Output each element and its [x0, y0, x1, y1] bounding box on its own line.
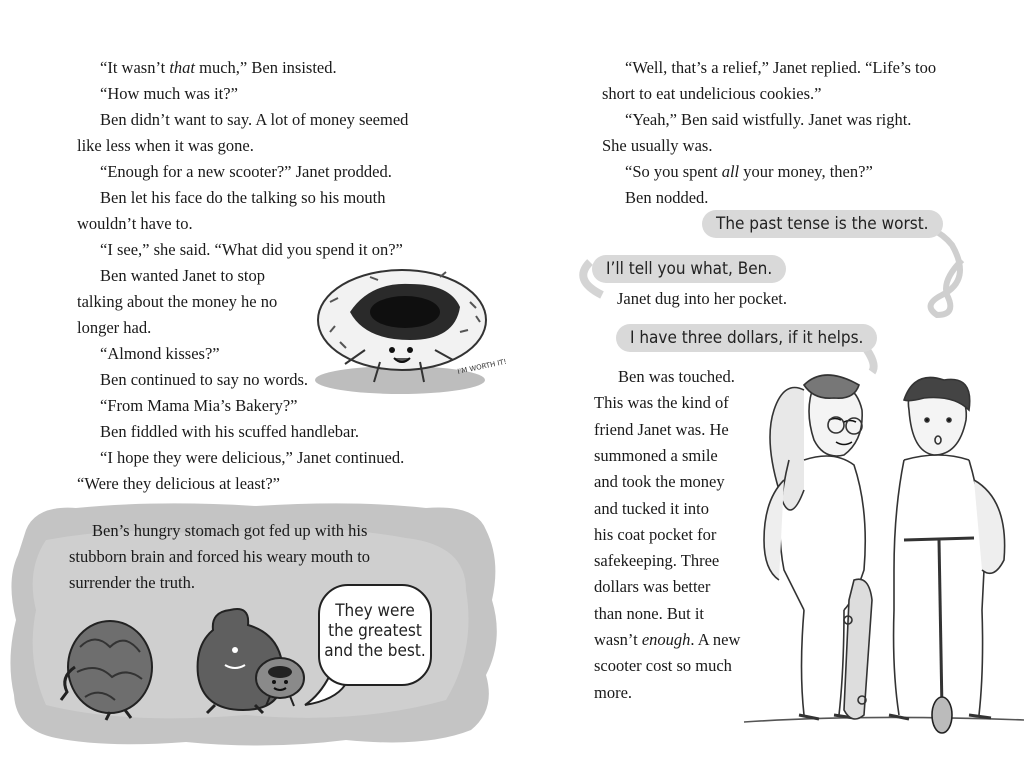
text-line: [625, 107, 911, 133]
text-line: [602, 133, 712, 159]
text-segment: wouldn’t have to.: [77, 214, 193, 233]
text-line: [100, 263, 265, 289]
text-segment: Ben fiddled with his scuffed handlebar.: [100, 422, 360, 441]
text-line-pocket: Janet dug into her pocket.: [617, 289, 787, 308]
text-line: [100, 367, 308, 393]
bubble-tell-you-what: I’ll tell you what, Ben.: [592, 255, 786, 283]
janet-and-ben-illustration: [744, 370, 1024, 760]
text-segment: Ben wanted Janet to stop: [100, 266, 265, 285]
emphasis-text: that: [169, 58, 196, 77]
text-line: [77, 289, 277, 315]
text-line: [77, 133, 254, 159]
cloud-box-line: Ben’s hungry stomach got fed up with his: [92, 521, 368, 540]
text-segment: Ben nodded.: [625, 188, 709, 207]
text-line: [594, 443, 718, 469]
emphasis-text: all: [721, 162, 740, 181]
text-segment: and tucked it into: [594, 498, 710, 518]
cloud-box-line: surrender the truth.: [69, 573, 195, 592]
text-line: [594, 469, 725, 495]
text-line: [594, 574, 710, 600]
text-line: [100, 185, 386, 211]
speech-bubble-line: They were: [335, 601, 415, 621]
text-segment: Ben let his face do the talking so his mouth: [100, 188, 386, 207]
text-line: [77, 211, 193, 237]
text-segment: Ben didn’t want to say. A lot of money seemed: [100, 110, 409, 129]
text-line: [100, 81, 238, 107]
text-segment: like less when it was gone.: [77, 136, 254, 155]
text-line: [602, 81, 822, 107]
text-line: [100, 237, 403, 263]
text-segment: than none. But it: [594, 603, 704, 623]
text-segment: “I see,” she said. “What did you spend it on?”: [100, 240, 403, 259]
bubble-three-dollars: I have three dollars, if it helps.: [616, 324, 877, 352]
text-segment: “Were they delicious at least?”: [77, 474, 280, 493]
text-segment: much,” Ben insisted.: [195, 58, 337, 77]
text-line: [100, 445, 404, 471]
text-line: [625, 55, 936, 81]
text-segment: wasn’t: [594, 630, 642, 649]
text-line: [594, 522, 716, 548]
text-line: [100, 341, 220, 367]
text-line: [594, 680, 632, 706]
text-segment: “I hope they were delicious,” Janet continued.: [100, 448, 405, 467]
speech-bubble: [318, 584, 432, 686]
text-line: [594, 390, 729, 416]
text-segment: and took the money: [594, 472, 725, 492]
brain-figure: [55, 612, 155, 722]
text-line: [625, 159, 873, 185]
emphasis-text: enough: [641, 630, 691, 649]
text-segment: “It wasn’t: [100, 58, 170, 77]
text-segment: This was the kind of: [594, 393, 729, 413]
right-page: [512, 0, 1024, 768]
cloud-box-line: stubborn brain and forced his weary mouth to: [69, 547, 371, 566]
speech-bubble-line: the greatest: [328, 621, 422, 641]
speech-bubble-line: and the best.: [324, 641, 426, 661]
text-segment: She usually was.: [602, 136, 713, 155]
text-line: [594, 496, 709, 522]
text-segment: Ben was touched.: [618, 367, 735, 386]
cookie-illustration: [310, 262, 510, 412]
text-segment: your money, then?”: [739, 162, 873, 181]
text-segment: his coat pocket for: [594, 524, 717, 544]
text-segment: “From Mama Mia’s Bakery?”: [100, 396, 298, 415]
text-segment: summoned a smile: [594, 445, 718, 465]
bubble-past-tense: The past tense is the worst.: [702, 210, 943, 238]
text-segment: longer had.: [77, 318, 152, 337]
text-line: [618, 364, 735, 390]
cookie-caption: I'M WORTH IT!: [456, 357, 508, 376]
text-line: [100, 419, 359, 445]
text-line: [77, 471, 280, 497]
text-line: [100, 393, 297, 419]
text-segment: more.: [594, 682, 633, 702]
text-segment: short to eat undelicious cookies.”: [602, 84, 822, 103]
text-line: [100, 55, 337, 81]
text-line: [594, 627, 740, 653]
text-segment: “Yeah,” Ben said wistfully. Janet was right.: [625, 110, 912, 129]
text-segment: . A new: [690, 630, 741, 649]
text-segment: dollars was better: [594, 577, 711, 597]
text-segment: safekeeping. Three: [594, 551, 720, 571]
text-line: [594, 417, 729, 443]
text-segment: “How much was it?”: [100, 84, 238, 103]
speech-bubble-text: [320, 586, 430, 661]
text-segment: Ben continued to say no words.: [100, 370, 309, 389]
text-line: [100, 159, 392, 185]
text-line: [594, 601, 704, 627]
text-line: [594, 548, 719, 574]
text-line: [77, 315, 151, 341]
text-segment: “So you spent: [625, 162, 722, 181]
text-segment: “Enough for a new scooter?” Janet prodded.: [100, 162, 392, 181]
text-segment: “Almond kisses?”: [100, 344, 220, 363]
text-segment: scooter cost so much: [594, 656, 732, 676]
text-line: [100, 107, 408, 133]
text-line: [594, 653, 732, 679]
text-segment: friend Janet was. He: [594, 419, 729, 439]
text-segment: “Well, that’s a relief,” Janet replied. “Life’s too: [625, 58, 937, 77]
text-segment: talking about the money he no: [77, 292, 278, 311]
